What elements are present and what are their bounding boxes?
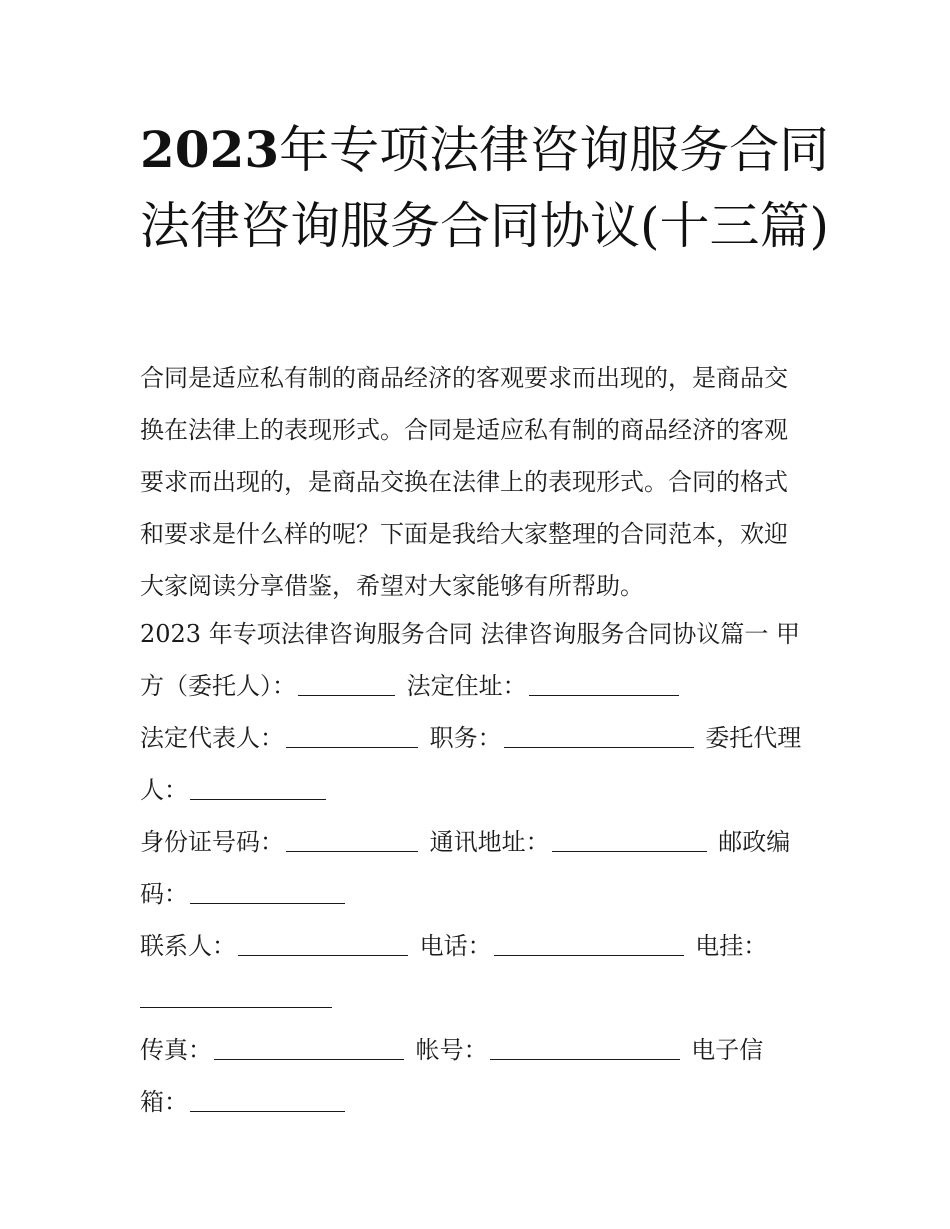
email-label-start: 电子信: [691, 1036, 764, 1064]
form-line-legal-rep: [140, 712, 820, 764]
position-label: 职务：: [429, 724, 502, 752]
form-line-party-a: [140, 660, 820, 712]
form-line-email: [140, 1076, 820, 1128]
id-number-label: 身份证号码：: [140, 828, 284, 856]
title-text: 年专项法律咨询服务合同法律咨询服务合同协议(十三篇): [140, 121, 830, 255]
section-heading: 2023 年专项法律咨询服务合同 法律咨询服务合同协议篇一 甲: [140, 620, 800, 648]
intro-paragraph: [140, 352, 820, 612]
hangup-label: 电挂：: [695, 932, 768, 960]
account-label: 帐号：: [415, 1036, 488, 1064]
mail-address-blank: [552, 829, 707, 852]
agent-blank: [190, 777, 326, 800]
email-label-end: 箱：: [140, 1088, 188, 1116]
legal-rep-blank: [286, 725, 418, 748]
phone-label: 电话：: [419, 932, 492, 960]
legal-address-label: 法定住址：: [406, 672, 527, 700]
agent-label-start: 委托代理: [705, 724, 802, 752]
postcode-blank: [190, 881, 345, 904]
fax-blank: [214, 1037, 404, 1060]
contact-blank: [238, 933, 408, 956]
hangup-blank: [140, 985, 332, 1008]
postcode-label-end: 码：: [140, 880, 188, 908]
postcode-label-start: 邮政编: [718, 828, 791, 856]
intro-line: 大家阅读分享借鉴，希望对大家能够有所帮助。: [140, 572, 644, 600]
agent-label-end: 人：: [140, 776, 188, 804]
intro-line: 合同是适应私有制的商品经济的客观要求而出现的，是商品交: [140, 364, 788, 392]
email-blank: [190, 1089, 345, 1112]
intro-line: 换在法律上的表现形式。合同是适应私有制的商品经济的客观: [140, 416, 788, 444]
intro-line: 要求而出现的，是商品交换在法律上的表现形式。合同的格式: [140, 468, 788, 496]
contract-section: [140, 608, 820, 1128]
account-blank: [490, 1037, 680, 1060]
form-line-id: [140, 816, 820, 868]
phone-blank: [494, 933, 684, 956]
form-line-fax: [140, 1024, 820, 1076]
mail-address-label: 通讯地址：: [429, 828, 550, 856]
party-a-label: 方（委托人）：: [140, 672, 296, 700]
id-number-blank: [286, 829, 418, 852]
legal-address-blank: [529, 673, 679, 696]
form-line-contact: [140, 920, 820, 972]
form-line-agent: [140, 764, 820, 816]
document-title: [140, 112, 840, 264]
form-line-hangup: [140, 972, 820, 1024]
fax-label: 传真：: [140, 1036, 212, 1064]
legal-rep-label: 法定代表人：: [140, 724, 284, 752]
title-year: 2023: [140, 120, 280, 179]
form-line-postcode: [140, 868, 820, 920]
intro-line: 和要求是什么样的呢？下面是我给大家整理的合同范本，欢迎: [140, 520, 788, 548]
party-a-blank: [298, 673, 395, 696]
position-blank: [504, 725, 694, 748]
contact-label: 联系人：: [140, 932, 236, 960]
